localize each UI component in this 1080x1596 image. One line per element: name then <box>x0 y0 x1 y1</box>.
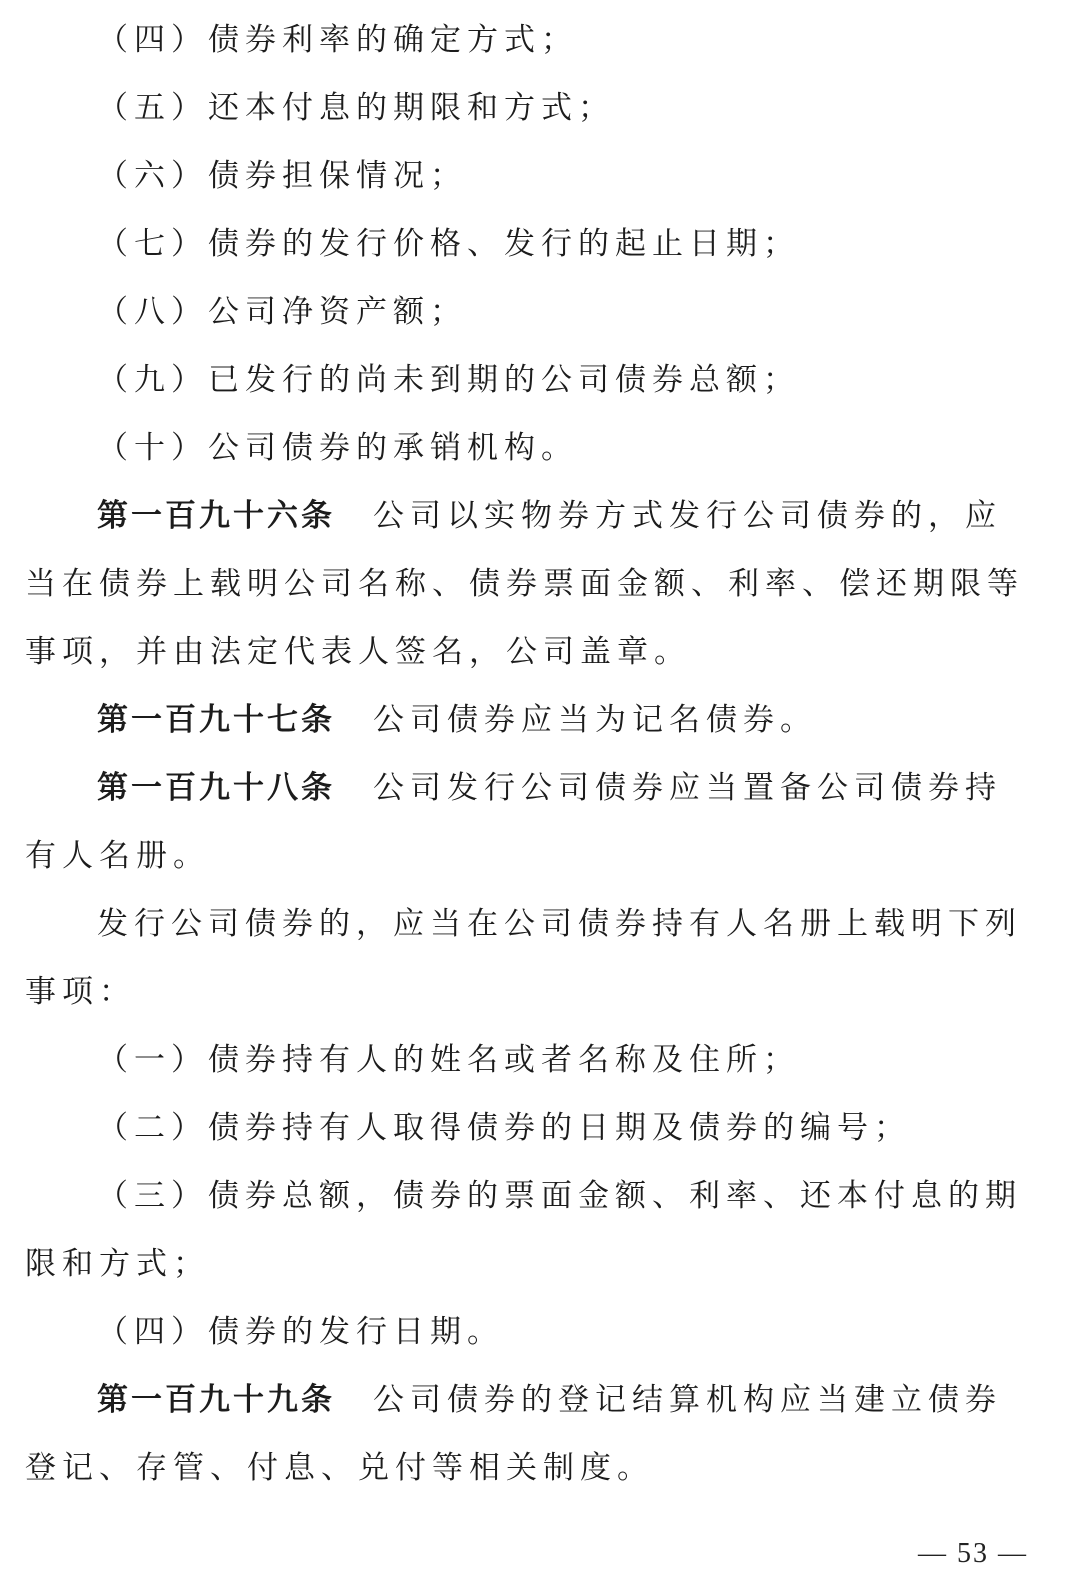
list-item-6: （六）债券担保情况； <box>97 158 467 194</box>
article-199-text: 公司债券的登记结算机构应当建立债券登记、存管、付息、兑付等相关制度。 <box>25 1382 1002 1486</box>
article-198-item-4: （四）债券的发行日期。 <box>97 1314 504 1350</box>
article-198-item-3: （三）债券总额，债券的票面金额、利率、还本付息的期限和方式； <box>25 1178 1022 1282</box>
article-198-heading: 第一百九十八条 <box>97 770 335 806</box>
list-item-10: （十）公司债券的承销机构。 <box>97 430 578 466</box>
list-item-8: （八）公司净资产额； <box>97 294 467 330</box>
list-item-7: （七）债券的发行价格、发行的起止日期； <box>97 226 800 262</box>
article-196-heading: 第一百九十六条 <box>97 498 335 534</box>
article-198-text: 公司发行公司债券应当置备公司债券持有人名册。 <box>25 770 1002 874</box>
article-198-intro: 发行公司债券的，应当在公司债券持有人名册上载明下列事项： <box>25 906 1022 1010</box>
list-item-5: （五）还本付息的期限和方式； <box>97 90 615 126</box>
article-198-item-2: （二）债券持有人取得债券的日期及债券的编号； <box>97 1110 911 1146</box>
article-196-text: 公司以实物券方式发行公司债券的，应当在债券上载明公司名称、债券票面金额、利率、偿还期限等事项，并由法定代表人签名，公司盖章。 <box>25 498 1024 670</box>
document-page <box>25 0 1037 1502</box>
article-199 <box>25 1366 1037 1502</box>
article-196 <box>25 482 1037 686</box>
article-197-text: 公司债券应当为记名债券。 <box>373 702 817 738</box>
page-number: — 53 — <box>918 1538 1028 1569</box>
article-199-heading: 第一百九十九条 <box>97 1382 335 1418</box>
list-item-4: （四）债券利率的确定方式； <box>97 22 578 58</box>
article-198 <box>25 754 1037 890</box>
list-item-9: （九）已发行的尚未到期的公司债券总额； <box>97 362 800 398</box>
article-197 <box>25 686 1037 754</box>
article-197-heading: 第一百九十七条 <box>97 702 335 738</box>
article-198-item-1: （一）债券持有人的姓名或者名称及住所； <box>97 1042 800 1078</box>
